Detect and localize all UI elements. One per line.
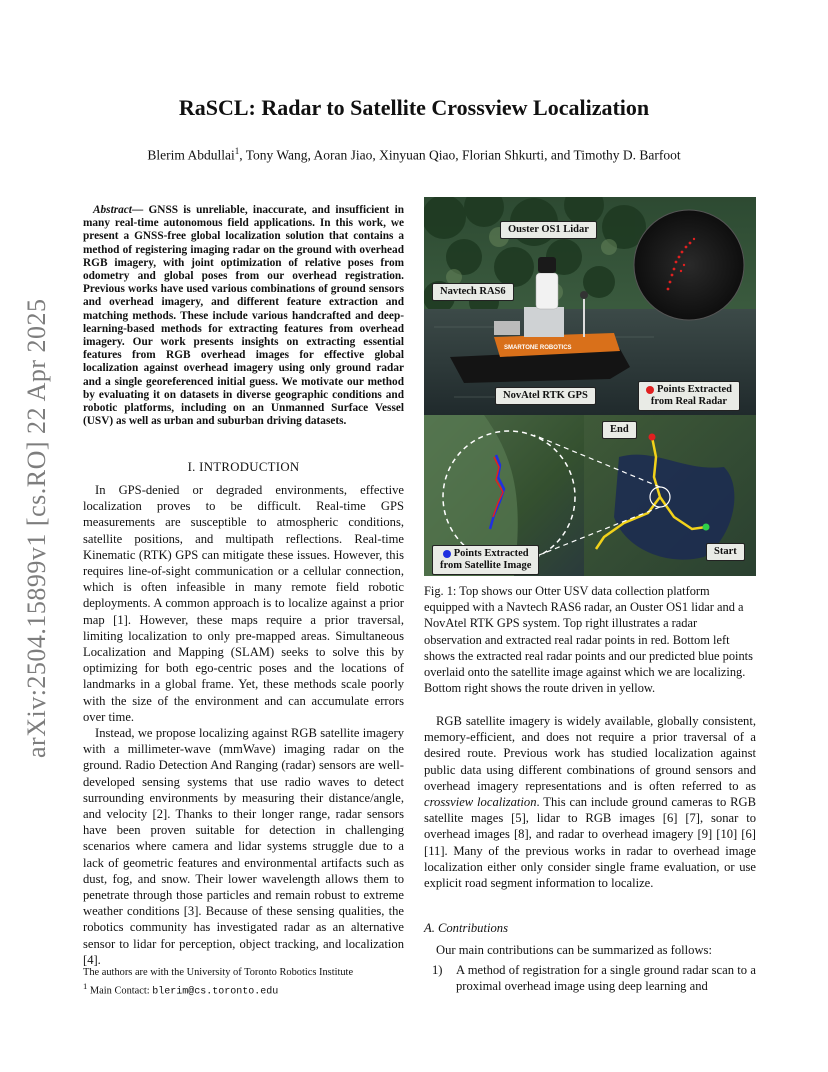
label-real-radar-points — [638, 381, 740, 411]
contribution-item-number: 1) — [432, 963, 443, 977]
label-navtech-radar: Navtech RAS6 — [432, 283, 514, 301]
label-start: Start — [706, 543, 745, 561]
other-authors: , Tony Wang, Aoran Jiao, Xinyuan Qiao, Florian Shkurti, and Timothy D. Barfoot — [239, 147, 681, 163]
right-paragraph-1-emphasis: crossview localization — [424, 795, 537, 810]
footnote-mark: 1 — [83, 980, 88, 991]
boat-brand-text: SMARTONE ROBOTICS — [504, 345, 572, 351]
first-author: Blerim Abdullai — [147, 147, 235, 163]
radar-observation — [634, 210, 744, 320]
subsection-heading-contributions: A. Contributions — [424, 921, 508, 935]
right-paragraph-1-b: . This can include ground cameras to RGB satellite mages [5], lidar to RGB images [6] [7], sonar to overhead images [8], and radar to overhead imagery [9] [10] [6] [11]. Many of the previous works in radar to overhead image localization either only consider single frame evaluation, or use explicit road segment information to localize. — [424, 795, 756, 891]
intro-paragraph-2: Instead, we propose localizing against RGB satellite imagery with a millimeter-wave (mmWave) imaging radar on the ground. Radio Detection And Ranging (radar) sensors are well-developed sensing systems that use radio waves to detect surrounding environments by measuring their distance/angle, and velocity [2]. Thanks to their longer range, radar sensors have been proven suitable for detection in challenging scenarios where camera and lidar systems struggle due to a lack of geometric features and environmental artifacts such as dust, fog, and snow. Their lower wavelength allows them to penetrate through those particles and remain robust to extreme weather conditions [3]. Because of these sensing qualities, the robotics community has investigated radar as an alternative sensor to lidar for perception, object tracking, and localization [4]. — [83, 726, 404, 967]
right-body — [424, 713, 756, 891]
author-affiliation-mark: 1 — [234, 146, 240, 156]
contributions-intro: Our main contributions can be summarized as follows: — [436, 943, 712, 957]
footnote-affiliation: The authors are with the University of Toronto Robotics Institute — [83, 967, 354, 978]
paper-title: RaSCL: Radar to Satellite Crossview Localization — [178, 95, 650, 120]
figure-caption: Fig. 1: Top shows our Otter USV data collection platform equipped with a Navtech RAS6 radar, an Ouster OS1 lidar and a NovAtel RTK GPS system. Top right illustrates a radar observation and extracted real radar points in red. Bottom left shows the extracted real radar points and our predicted blue points overlaid onto the satellite image against which we are localizing. Bottom right shows the route driven in yellow. — [424, 584, 753, 696]
abstract — [83, 204, 404, 428]
arxiv-identifier: arXiv:2504.15899v1 [cs.RO] 22 Apr 2025 — [22, 298, 51, 758]
abstract-label: Abstract — [93, 204, 132, 216]
label-satellite-text: Points Extracted from Satellite Image — [440, 548, 532, 571]
contribution-item-text: A method of registration for a single ground radar scan to a proximal overhead image using deep learning and — [456, 963, 756, 994]
right-paragraph-1-a: RGB satellite imagery is widely available, globally consistent, memory-efficient, and does not require a prior traversal of a desired route. Previous work has studied localization against public data using different combinations of ground sensors and overhead imagery representations and is often referred to as — [424, 714, 756, 793]
intro-paragraph-1: In GPS-denied or degraded environments, effective localization proves to be difficult. Real-time GPS measurements are susceptible to atmospheric conditions, satellite positions, and multipath reflections. Real-time Kinematic (RTK) GPS can mitigate these issues. However, this requires line-of-sight communication or a cellular connection, which is often infeasible in many remote field robotic deployments. A common approach is to localize against a prior map [1]. However, these maps require a prior traversal, limiting localization to only pre-mapped areas. Simultaneous Localization and Mapping (SLAM) seeks to solve this by optimizing for both ego-centric poses and the locations of landmarks in a global frame. Yet, these methods scale poorly with the size of the environment and can accumulate errors over time. — [83, 483, 404, 724]
footnote — [83, 967, 404, 998]
abstract-dash: — — [131, 204, 149, 216]
start-marker — [703, 524, 710, 531]
right-paragraph-1 — [424, 713, 756, 891]
label-novatel-gps: NovAtel RTK GPS — [495, 387, 596, 405]
label-real-radar-text: Points Extracted from Real Radar — [650, 384, 732, 407]
label-satellite-points — [432, 545, 539, 575]
abstract-text: GNSS is unreliable, inaccurate, and insufficient in many real-time autonomous field applications. In this work, we present a GNSS-free global localization solution that contains a method of registering imaging radar on the ground with overhead RGB imagery, with joint optimization of relative poses from odometry and global poses from our overhead registration. Previous works have used various combinations of ground sensors and overhead imagery, and different feature extraction and matching methods. These include various handcrafted and deep-learning-based methods for extracting features from overhead imagery. Our work presents insights on extracting essential features from RGB overhead images for effective global localization against overhead imagery using only ground radar and a single georeferenced initial guess. We motivate our method by evaluating it on datasets in diverse geographic conditions and robotic platforms, including on an Unmanned Surface Vessel (USV) as well as urban and suburban driving datasets. — [83, 204, 404, 428]
red-dot-icon — [646, 386, 654, 394]
contact-email: blerim@cs.toronto.edu — [152, 985, 279, 997]
footnote-contact-label: Main Contact: — [87, 984, 153, 996]
end-marker — [649, 434, 656, 441]
label-ouster-lidar: Ouster OS1 Lidar — [500, 221, 597, 239]
author-list — [0, 146, 828, 164]
introduction-body — [83, 482, 404, 968]
section-heading-introduction: I. INTRODUCTION — [187, 460, 300, 474]
footnote-contact — [83, 980, 404, 999]
label-end: End — [602, 421, 637, 439]
blue-dot-icon — [443, 550, 451, 558]
figure-1 — [424, 197, 756, 576]
